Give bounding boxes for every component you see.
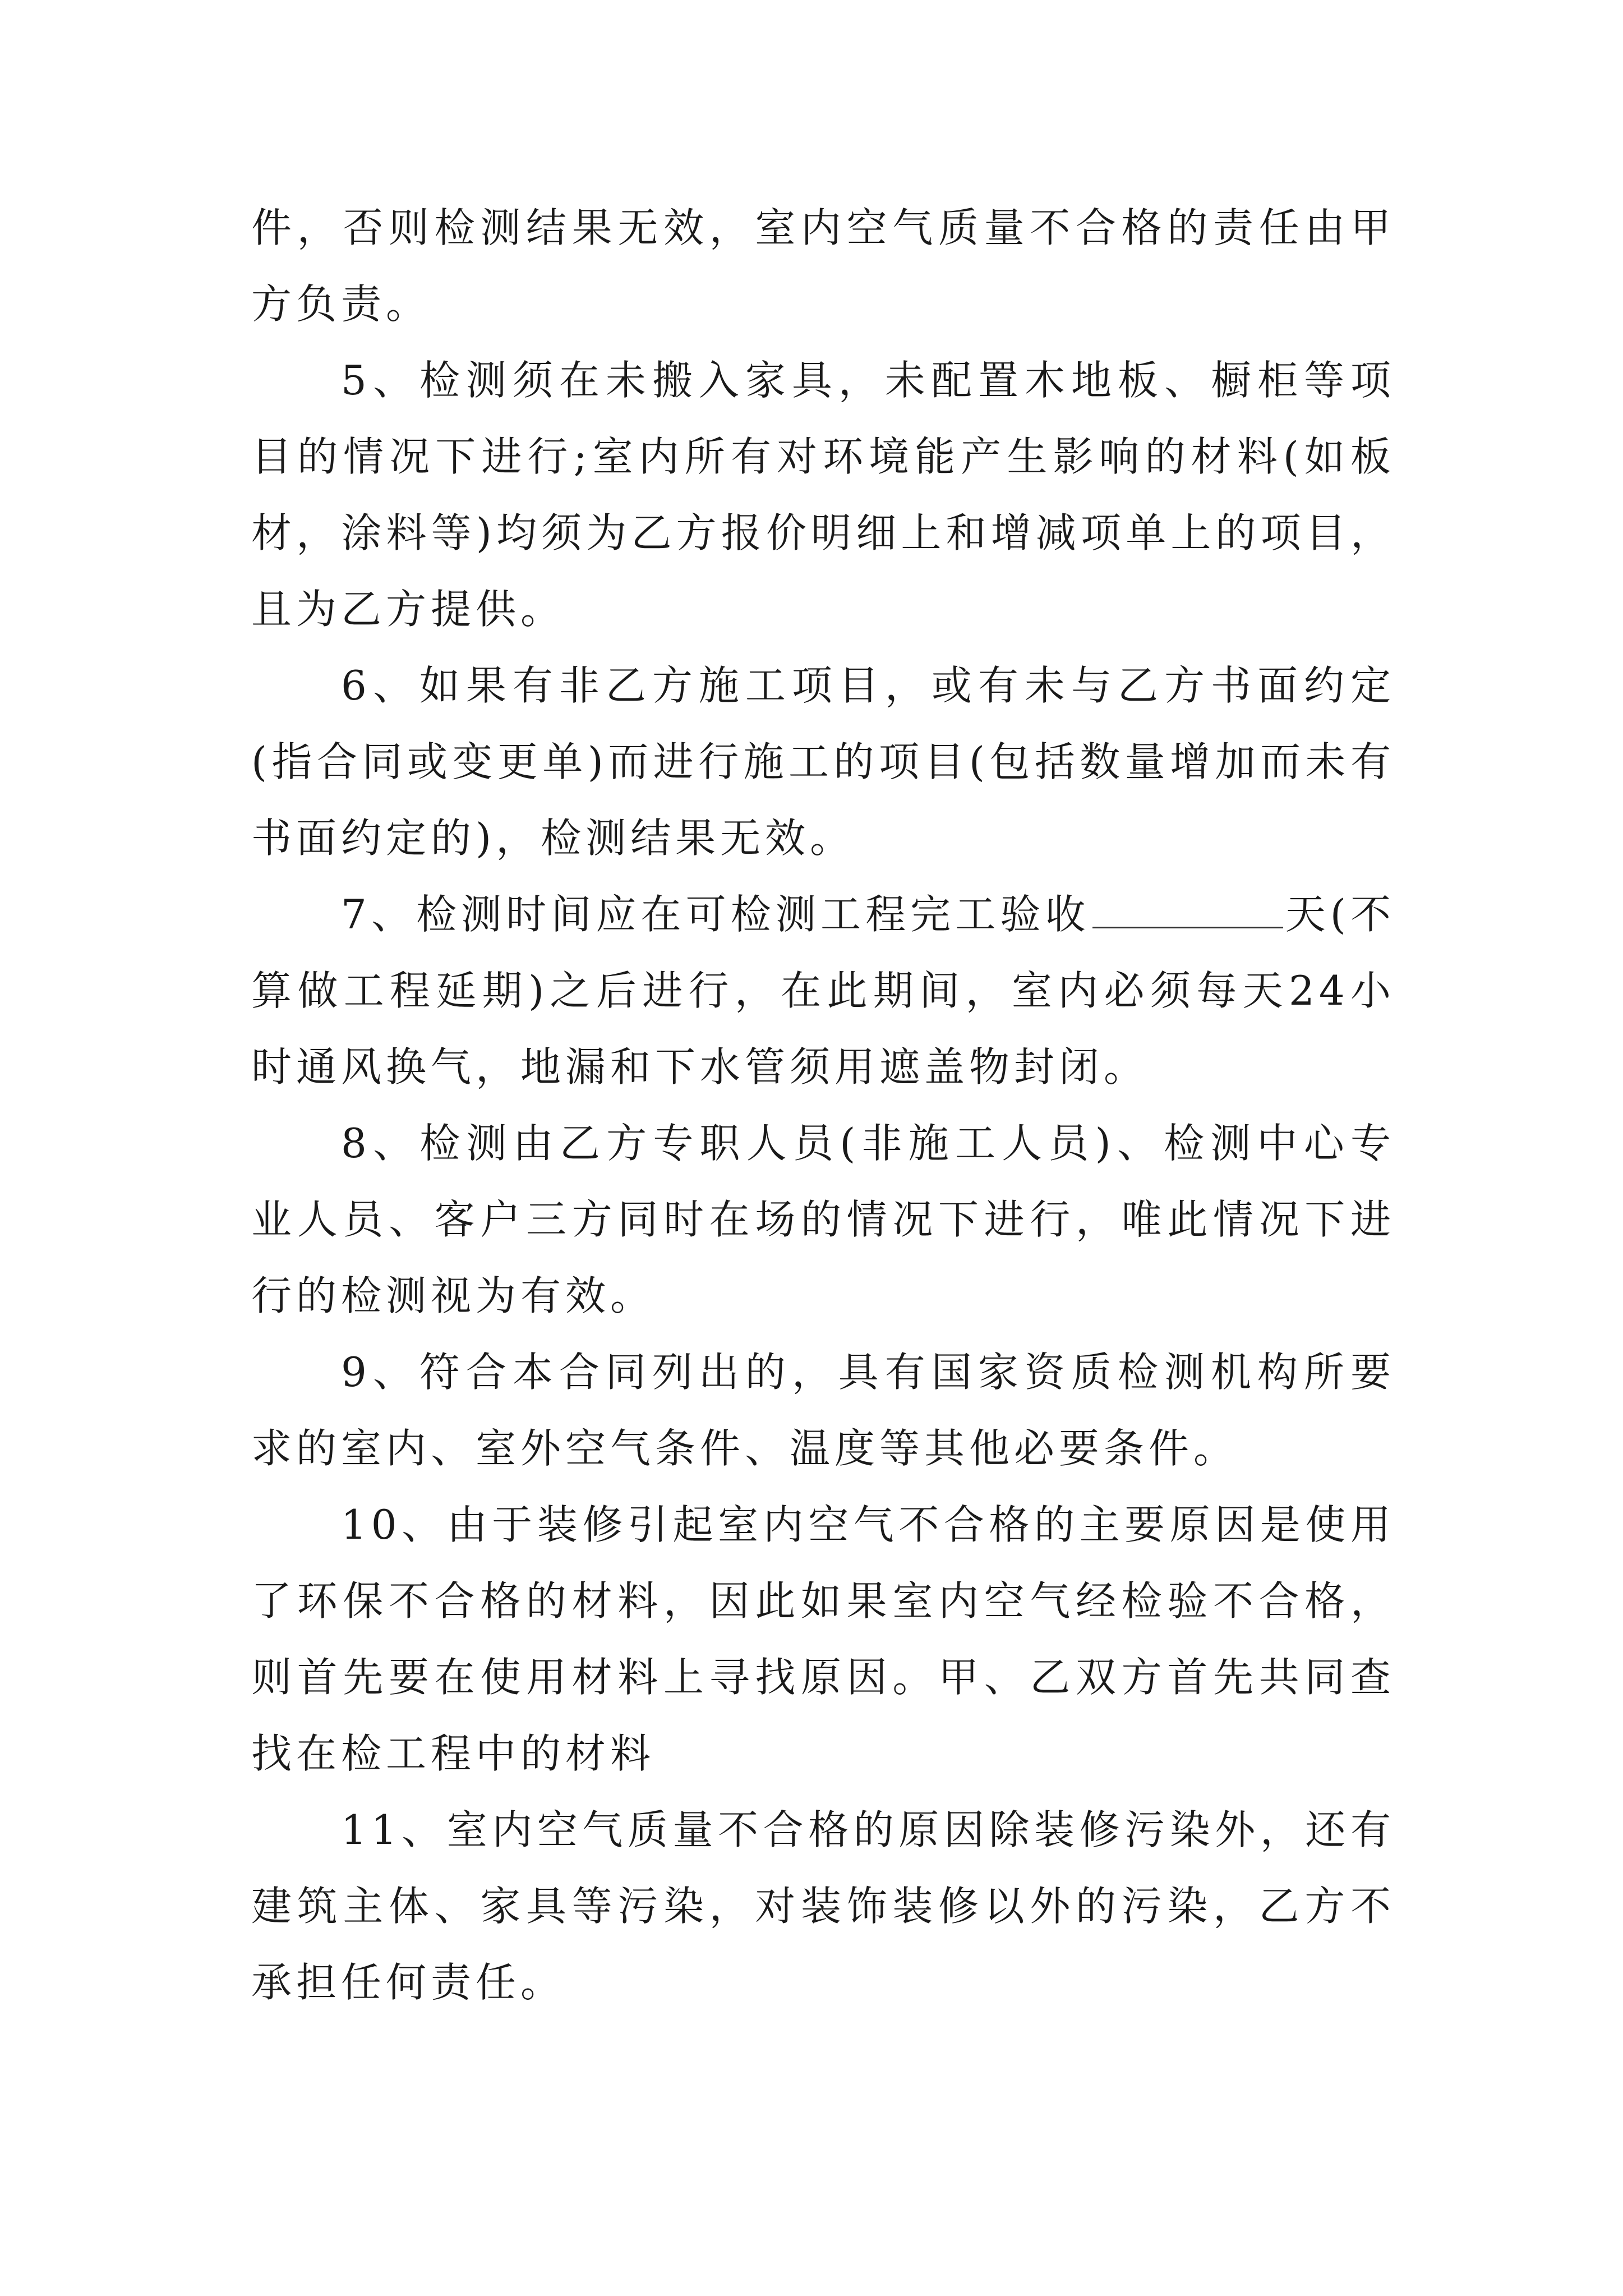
clause-10: 10、由于装修引起室内空气不合格的主要原因是使用了环保不合格的材料，因此如果室内空气经检验不合格，则首先要在使用材料上寻找原因。甲、乙双方首先共同查找在检工程中的材料 — [251, 1501, 1395, 1777]
clause-7 — [251, 876, 1395, 1105]
fill-in-blank-days — [1092, 887, 1283, 928]
clause-5: 5、检测须在未搬入家具，未配置木地板、橱柜等项目的情况下进行;室内所有对环境能产生影响的材料(如板材，涂料等)均须为乙方报价明细上和增减项单上的项目，且为乙方提供。 — [251, 357, 1395, 633]
clause-9: 9、符合本合同列出的，具有国家资质检测机构所要求的室内、室外空气条件、温度等其他必要条件。 — [251, 1349, 1395, 1472]
clause-6: 6、如果有非乙方施工项目，或有未与乙方书面约定(指合同或变更单)而进行施工的项目(包括数量增加而未有书面约定的)，检测结果无效。 — [251, 662, 1395, 862]
clause-7-text-after-blank: 天(不算做工程延期)之后进行，在此期间，室内必须每天24小时通风换气，地漏和下水管须用遮盖物封闭。 — [251, 891, 1395, 1091]
paragraph-continuation: 件，否则检测结果无效，室内空气质量不合格的责任由甲方负责。 — [251, 204, 1395, 328]
clause-7-text-before-blank: 7、检测时间应在可检测工程完工验收 — [341, 891, 1090, 938]
document-page — [251, 190, 1395, 2021]
clause-8: 8、检测由乙方专职人员(非施工人员)、检测中心专业人员、客户三方同时在场的情况下进行，唯此情况下进行的检测视为有效。 — [251, 1120, 1395, 1319]
clause-11: 11、室内空气质量不合格的原因除装修污染外，还有建筑主体、家具等污染，对装饰装修以外的污染，乙方不承担任何责任。 — [251, 1806, 1395, 2006]
